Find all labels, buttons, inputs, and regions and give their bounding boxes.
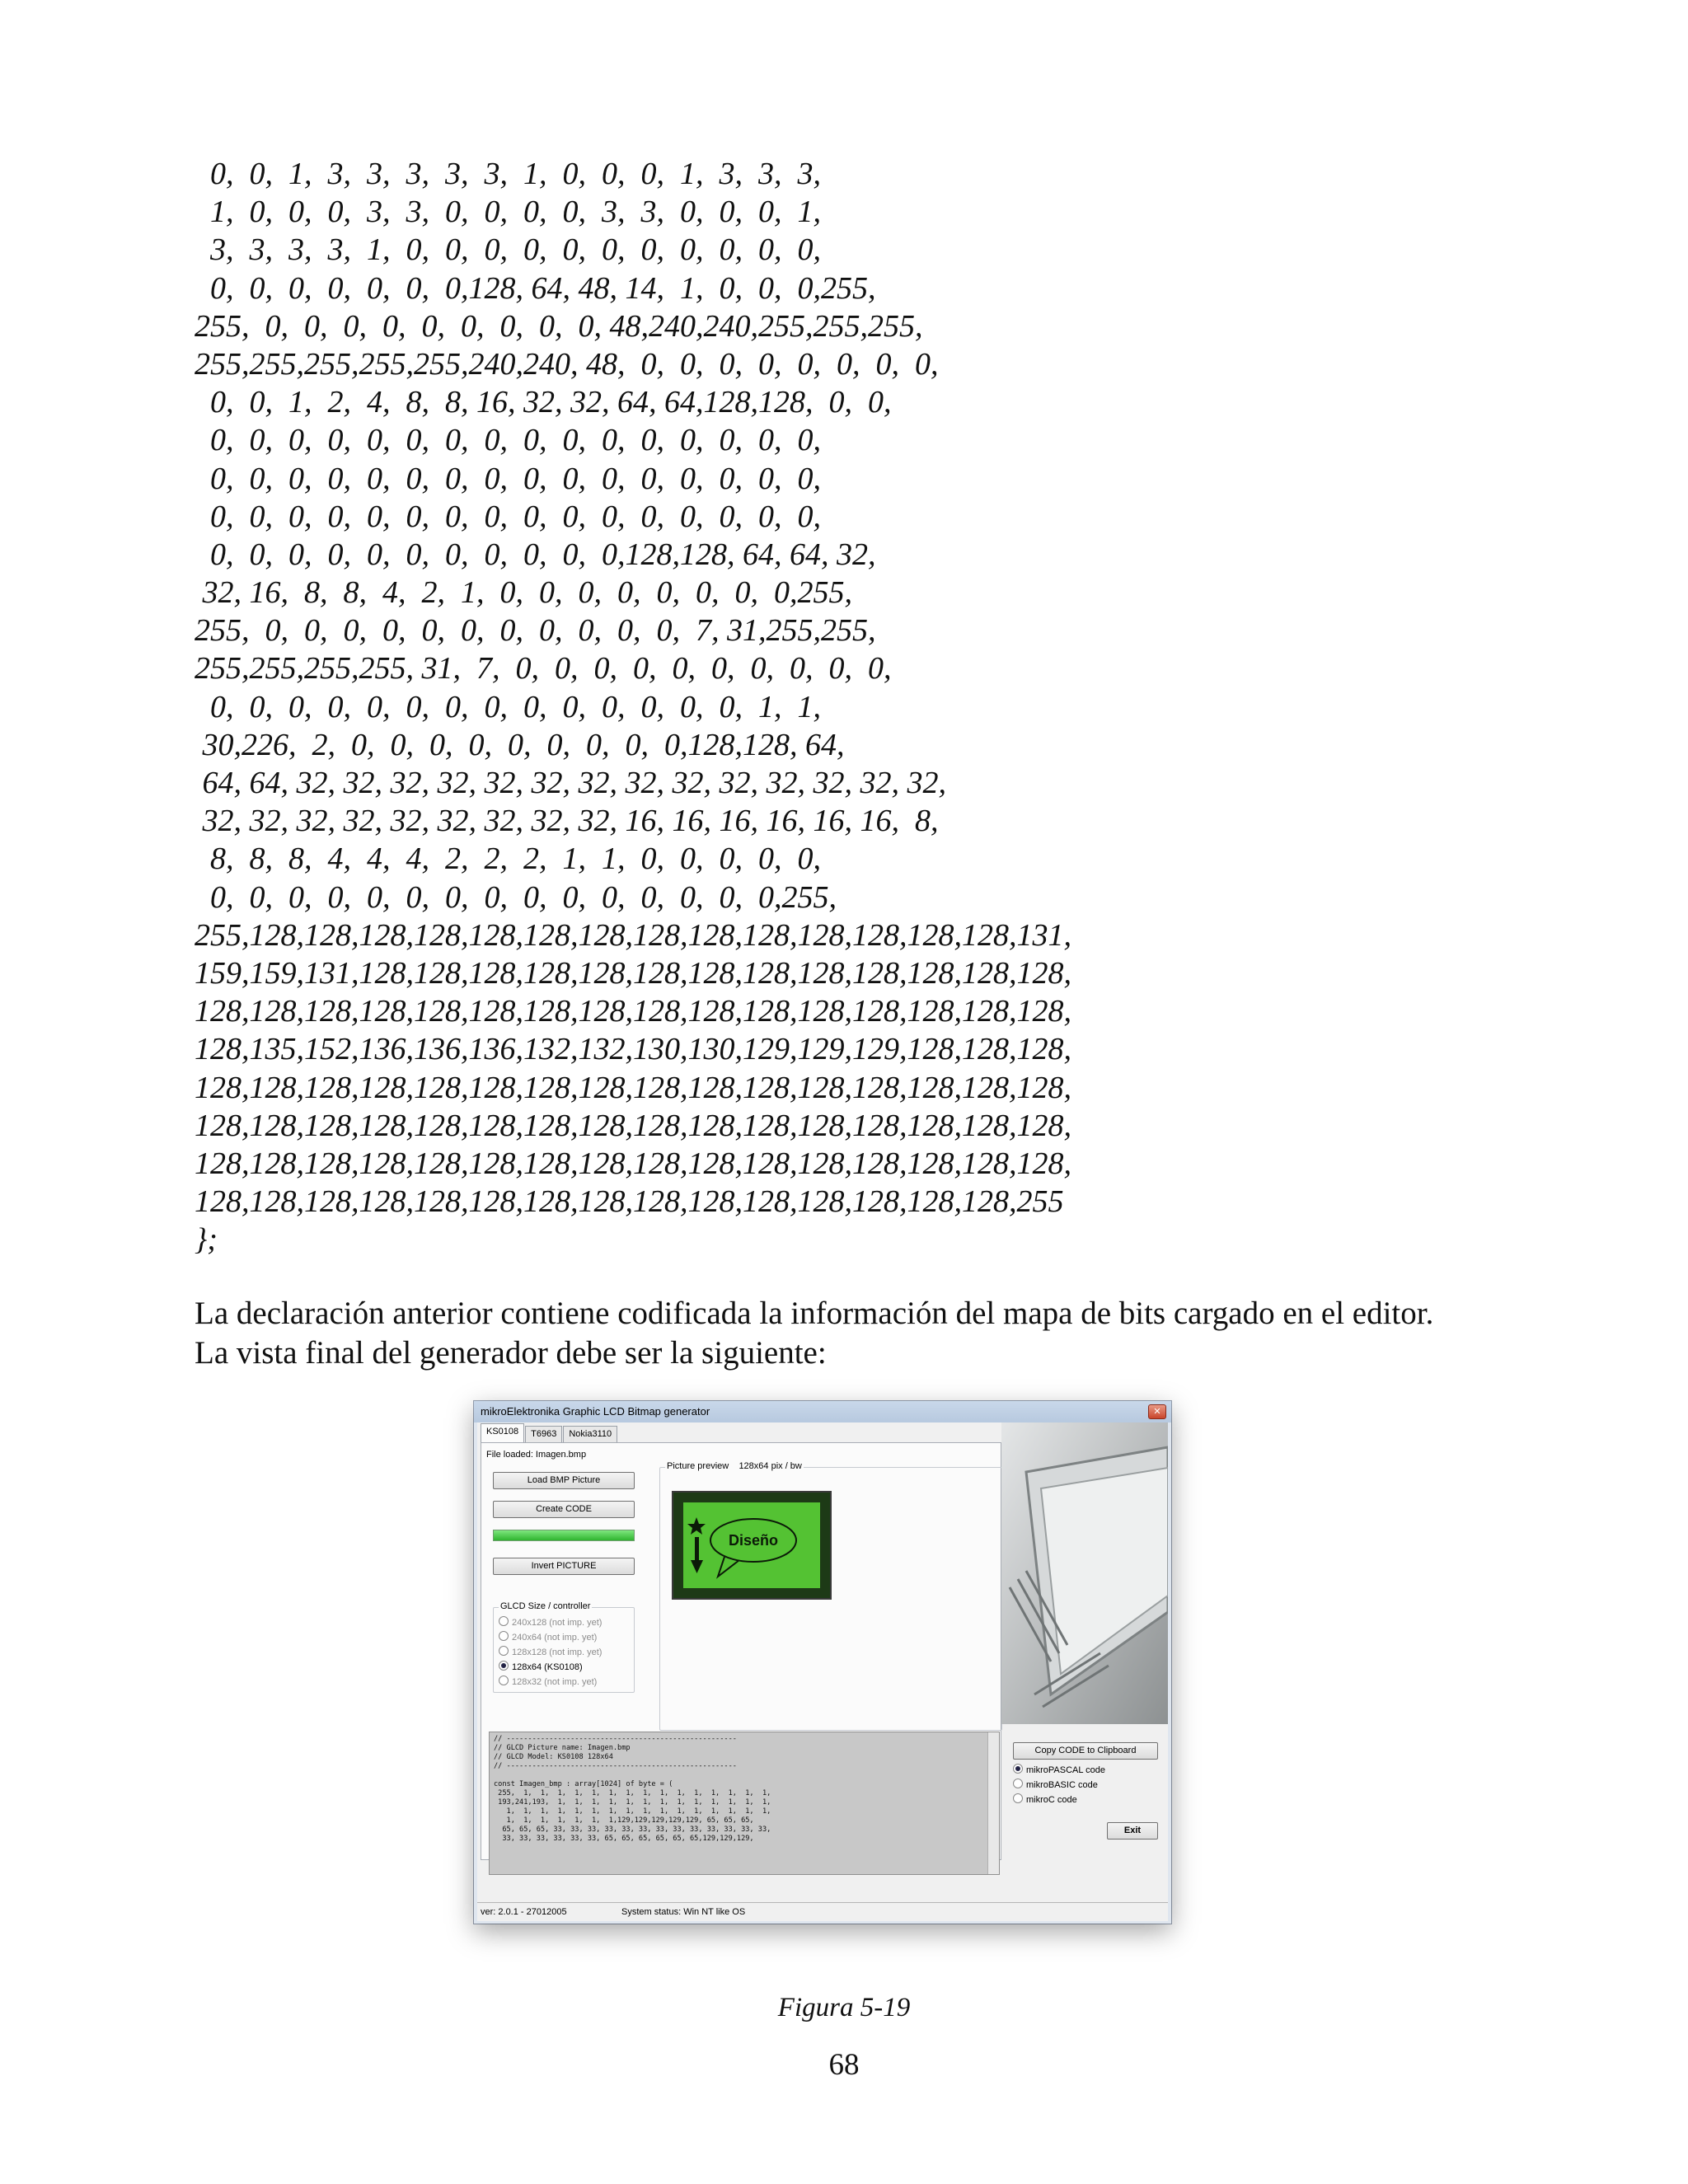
generated-code-box[interactable]: [489, 1732, 1000, 1875]
status-system: System status: Win NT like OS: [621, 1907, 746, 1917]
glcd-size-option[interactable]: [499, 1646, 602, 1657]
code-line: 128,128,128,128,128,128,128,128,128,128,128,128,128,128,128,128,: [195, 1146, 1071, 1181]
glcd-size-option-label: 128x64 (KS0108): [512, 1662, 583, 1672]
code-line: 32, 16, 8, 8, 4, 2, 1, 0, 0, 0, 0, 0, 0, 0, 0,255,: [195, 575, 852, 611]
picture-preview-label: Picture preview: [667, 1461, 729, 1471]
window-client: [477, 1422, 1168, 1920]
glcd-size-option-label: 128x32 (not imp. yet): [512, 1677, 598, 1687]
close-icon[interactable]: ✕: [1148, 1404, 1166, 1419]
glcd-size-option[interactable]: [499, 1661, 583, 1672]
glcd-size-option[interactable]: [499, 1631, 597, 1643]
figure-caption: Figura 5-19: [777, 1993, 911, 2022]
code-line: 255,255,255,255, 31, 7, 0, 0, 0, 0, 0, 0, 0, 0, 0, 0,: [195, 651, 892, 687]
status-version: ver: 2.0.1 - 27012005: [481, 1907, 567, 1917]
code-language-option[interactable]: [1013, 1779, 1098, 1790]
window-title: mikroElektronika Graphic LCD Bitmap generator: [481, 1405, 710, 1418]
radio-button-icon[interactable]: [499, 1675, 509, 1685]
glcd-size-option-label: 240x128 (not imp. yet): [512, 1618, 603, 1628]
decorative-lcd-photo: [1001, 1422, 1168, 1724]
code-line: 0, 0, 0, 0, 0, 0, 0, 0, 0, 0, 0, 0, 0, 0, 0, 0,: [195, 423, 821, 458]
glcd-size-option[interactable]: [499, 1675, 597, 1687]
code-line: 0, 0, 0, 0, 0, 0, 0, 0, 0, 0, 0, 0, 0, 0, 0, 0,: [195, 499, 821, 534]
body-paragraph: [195, 1294, 1546, 1373]
lcd-text: Diseño: [728, 1532, 779, 1549]
paragraph-line-2: La vista final del generador debe ser la siguiente:: [195, 1335, 827, 1371]
glcd-group-title: GLCD Size / controller: [500, 1601, 591, 1611]
star-icon: [687, 1517, 706, 1535]
generated-code-text: // ------------------------------------------------------ // GLCD Picture name: Imagen.bmp // GLCD Model: KS0108 128x64 // ------------------------------------------------------ const Imagen_bmp : array[1024] of byte = ( 255, 1, 1, 1, 1, 1, 1, 1, 1, 1, 1, 1, 1, 1, 1, 1, 193,241,193, 1, 1, 1, 1, 1, 1, 1, 1, 1, 1, 1, 1, 1, 1, 1, 1, 1, 1, 1, 1, 1, 1, 1, 1, 1, 1, 1, 1, 1, 1, 1, 1, 1, 1, 1, 1,129,129,129,129,129, 65, 65, 65, 65, 65, 65, 33, 33, 33, 33, 33, 33, 33, 33, 33, 33, 33, 33, 33, 33, 33, 33, 33, 33, 33, 65, 65, 65, 65, 65, 65,129,129,129,: [494, 1735, 771, 1843]
glcd-size-option-label: 240x64 (not imp. yet): [512, 1633, 598, 1643]
radio-button-icon[interactable]: [499, 1631, 509, 1641]
lcd-preview: [672, 1491, 832, 1600]
picture-preview-group: [659, 1461, 1002, 1731]
code-line: 0, 0, 0, 0, 0, 0, 0,128, 64, 48, 14, 1, 0, 0, 0,255,: [195, 270, 876, 306]
code-line: 0, 0, 0, 0, 0, 0, 0, 0, 0, 0, 0, 0, 0, 0, 0, 0,: [195, 461, 821, 496]
lcd-screen: [683, 1502, 820, 1588]
invert-picture-button[interactable]: Invert PICTURE: [493, 1558, 635, 1575]
code-line: 159,159,131,128,128,128,128,128,128,128,128,128,128,128,128,128,: [195, 955, 1071, 991]
code-line: 128,128,128,128,128,128,128,128,128,128,128,128,128,128,128,255: [195, 1184, 1064, 1220]
code-language-label: mikroC code: [1026, 1795, 1077, 1805]
code-line: 0, 0, 1, 2, 4, 8, 8, 16, 32, 32, 64, 64,128,128, 0, 0,: [195, 385, 892, 420]
radio-button-icon[interactable]: [499, 1646, 509, 1656]
radio-button-icon[interactable]: [499, 1616, 509, 1626]
code-line: 0, 0, 0, 0, 0, 0, 0, 0, 0, 0, 0, 0, 0, 0, 1, 1,: [195, 689, 821, 724]
picture-preview-size: 128x64 pix / bw: [738, 1461, 802, 1471]
picture-preview-title: [665, 1461, 804, 1471]
paragraph-line-1: La declaración anterior contiene codificada la información del mapa de bits cargado en el editor.: [195, 1296, 1434, 1331]
window-titlebar: [474, 1401, 1171, 1422]
lcd-image: [683, 1502, 820, 1588]
code-line: 0, 0, 1, 3, 3, 3, 3, 3, 1, 0, 0, 0, 1, 3, 3, 3,: [195, 157, 821, 191]
code-line: };: [195, 1222, 218, 1258]
code-line: 8, 8, 8, 4, 4, 4, 2, 2, 2, 1, 1, 0, 0, 0, 0, 0,: [195, 841, 821, 877]
tab-ks0108[interactable]: KS0108: [481, 1423, 524, 1444]
exit-button[interactable]: Exit: [1107, 1822, 1158, 1840]
code-line: 32, 32, 32, 32, 32, 32, 32, 32, 32, 16, 16, 16, 16, 16, 16, 8,: [195, 804, 939, 839]
code-line: 0, 0, 0, 0, 0, 0, 0, 0, 0, 0, 0,128,128, 64, 64, 32,: [195, 537, 876, 572]
create-code-button[interactable]: Create CODE: [493, 1501, 635, 1518]
radio-button-icon[interactable]: [1013, 1793, 1023, 1803]
code-line: 3, 3, 3, 3, 1, 0, 0, 0, 0, 0, 0, 0, 0, 0, 0, 0,: [195, 232, 821, 268]
code-line: 128,128,128,128,128,128,128,128,128,128,128,128,128,128,128,128,: [195, 1070, 1071, 1105]
file-loaded-label: File loaded: Imagen.bmp: [486, 1450, 587, 1460]
glcd-size-option-label: 128x128 (not imp. yet): [512, 1647, 603, 1657]
code-line: 0, 0, 0, 0, 0, 0, 0, 0, 0, 0, 0, 0, 0, 0, 0,255,: [195, 879, 837, 915]
code-listing: [195, 155, 1071, 1258]
status-bar: [477, 1902, 1168, 1921]
glcd-size-option[interactable]: [499, 1616, 602, 1628]
tab-nokia3110[interactable]: Nokia3110: [563, 1426, 617, 1444]
copy-code-button[interactable]: Copy CODE to Clipboard: [1013, 1742, 1158, 1760]
radio-button-icon[interactable]: [499, 1661, 509, 1671]
code-language-label: mikroPASCAL code: [1026, 1765, 1105, 1775]
code-line: 255,128,128,128,128,128,128,128,128,128,128,128,128,128,128,131,: [195, 917, 1071, 953]
radio-button-icon[interactable]: [1013, 1764, 1023, 1774]
code-line: 128,135,152,136,136,136,132,132,130,130,129,129,129,128,128,128,: [195, 1032, 1071, 1067]
code-line: 255, 0, 0, 0, 0, 0, 0, 0, 0, 0, 0, 0, 7, 31,255,255,: [195, 613, 876, 649]
code-line: 64, 64, 32, 32, 32, 32, 32, 32, 32, 32, 32, 32, 32, 32, 32, 32,: [195, 766, 946, 800]
controller-tabs: [481, 1426, 618, 1444]
glcd-size-group: [493, 1601, 635, 1693]
code-line: 255,255,255,255,255,240,240, 48, 0, 0, 0, 0, 0, 0, 0, 0,: [195, 346, 939, 382]
arrow-down-icon: [691, 1560, 703, 1573]
progress-bar: [493, 1530, 635, 1541]
code-scrollbar[interactable]: [987, 1732, 999, 1874]
page-number: 68: [828, 2048, 860, 2082]
code-language-option[interactable]: [1013, 1793, 1077, 1805]
code-line: 1, 0, 0, 0, 3, 3, 0, 0, 0, 0, 3, 3, 0, 0, 0, 1,: [195, 194, 821, 230]
arrow-shaft: [695, 1537, 699, 1562]
load-bmp-button[interactable]: Load BMP Picture: [493, 1472, 635, 1489]
code-language-option[interactable]: [1013, 1764, 1105, 1775]
app-window-screenshot: [474, 1401, 1171, 1924]
code-line: 255, 0, 0, 0, 0, 0, 0, 0, 0, 0, 48,240,240,255,255,255,: [195, 308, 923, 344]
radio-button-icon[interactable]: [1013, 1779, 1023, 1788]
code-line: 128,128,128,128,128,128,128,128,128,128,128,128,128,128,128,128,: [195, 994, 1071, 1029]
tab-t6963[interactable]: T6963: [525, 1426, 562, 1444]
code-language-label: mikroBASIC code: [1026, 1780, 1098, 1790]
code-line: 128,128,128,128,128,128,128,128,128,128,128,128,128,128,128,128,: [195, 1108, 1071, 1143]
code-line: 30,226, 2, 0, 0, 0, 0, 0, 0, 0, 0, 0,128,128, 64,: [195, 727, 845, 762]
